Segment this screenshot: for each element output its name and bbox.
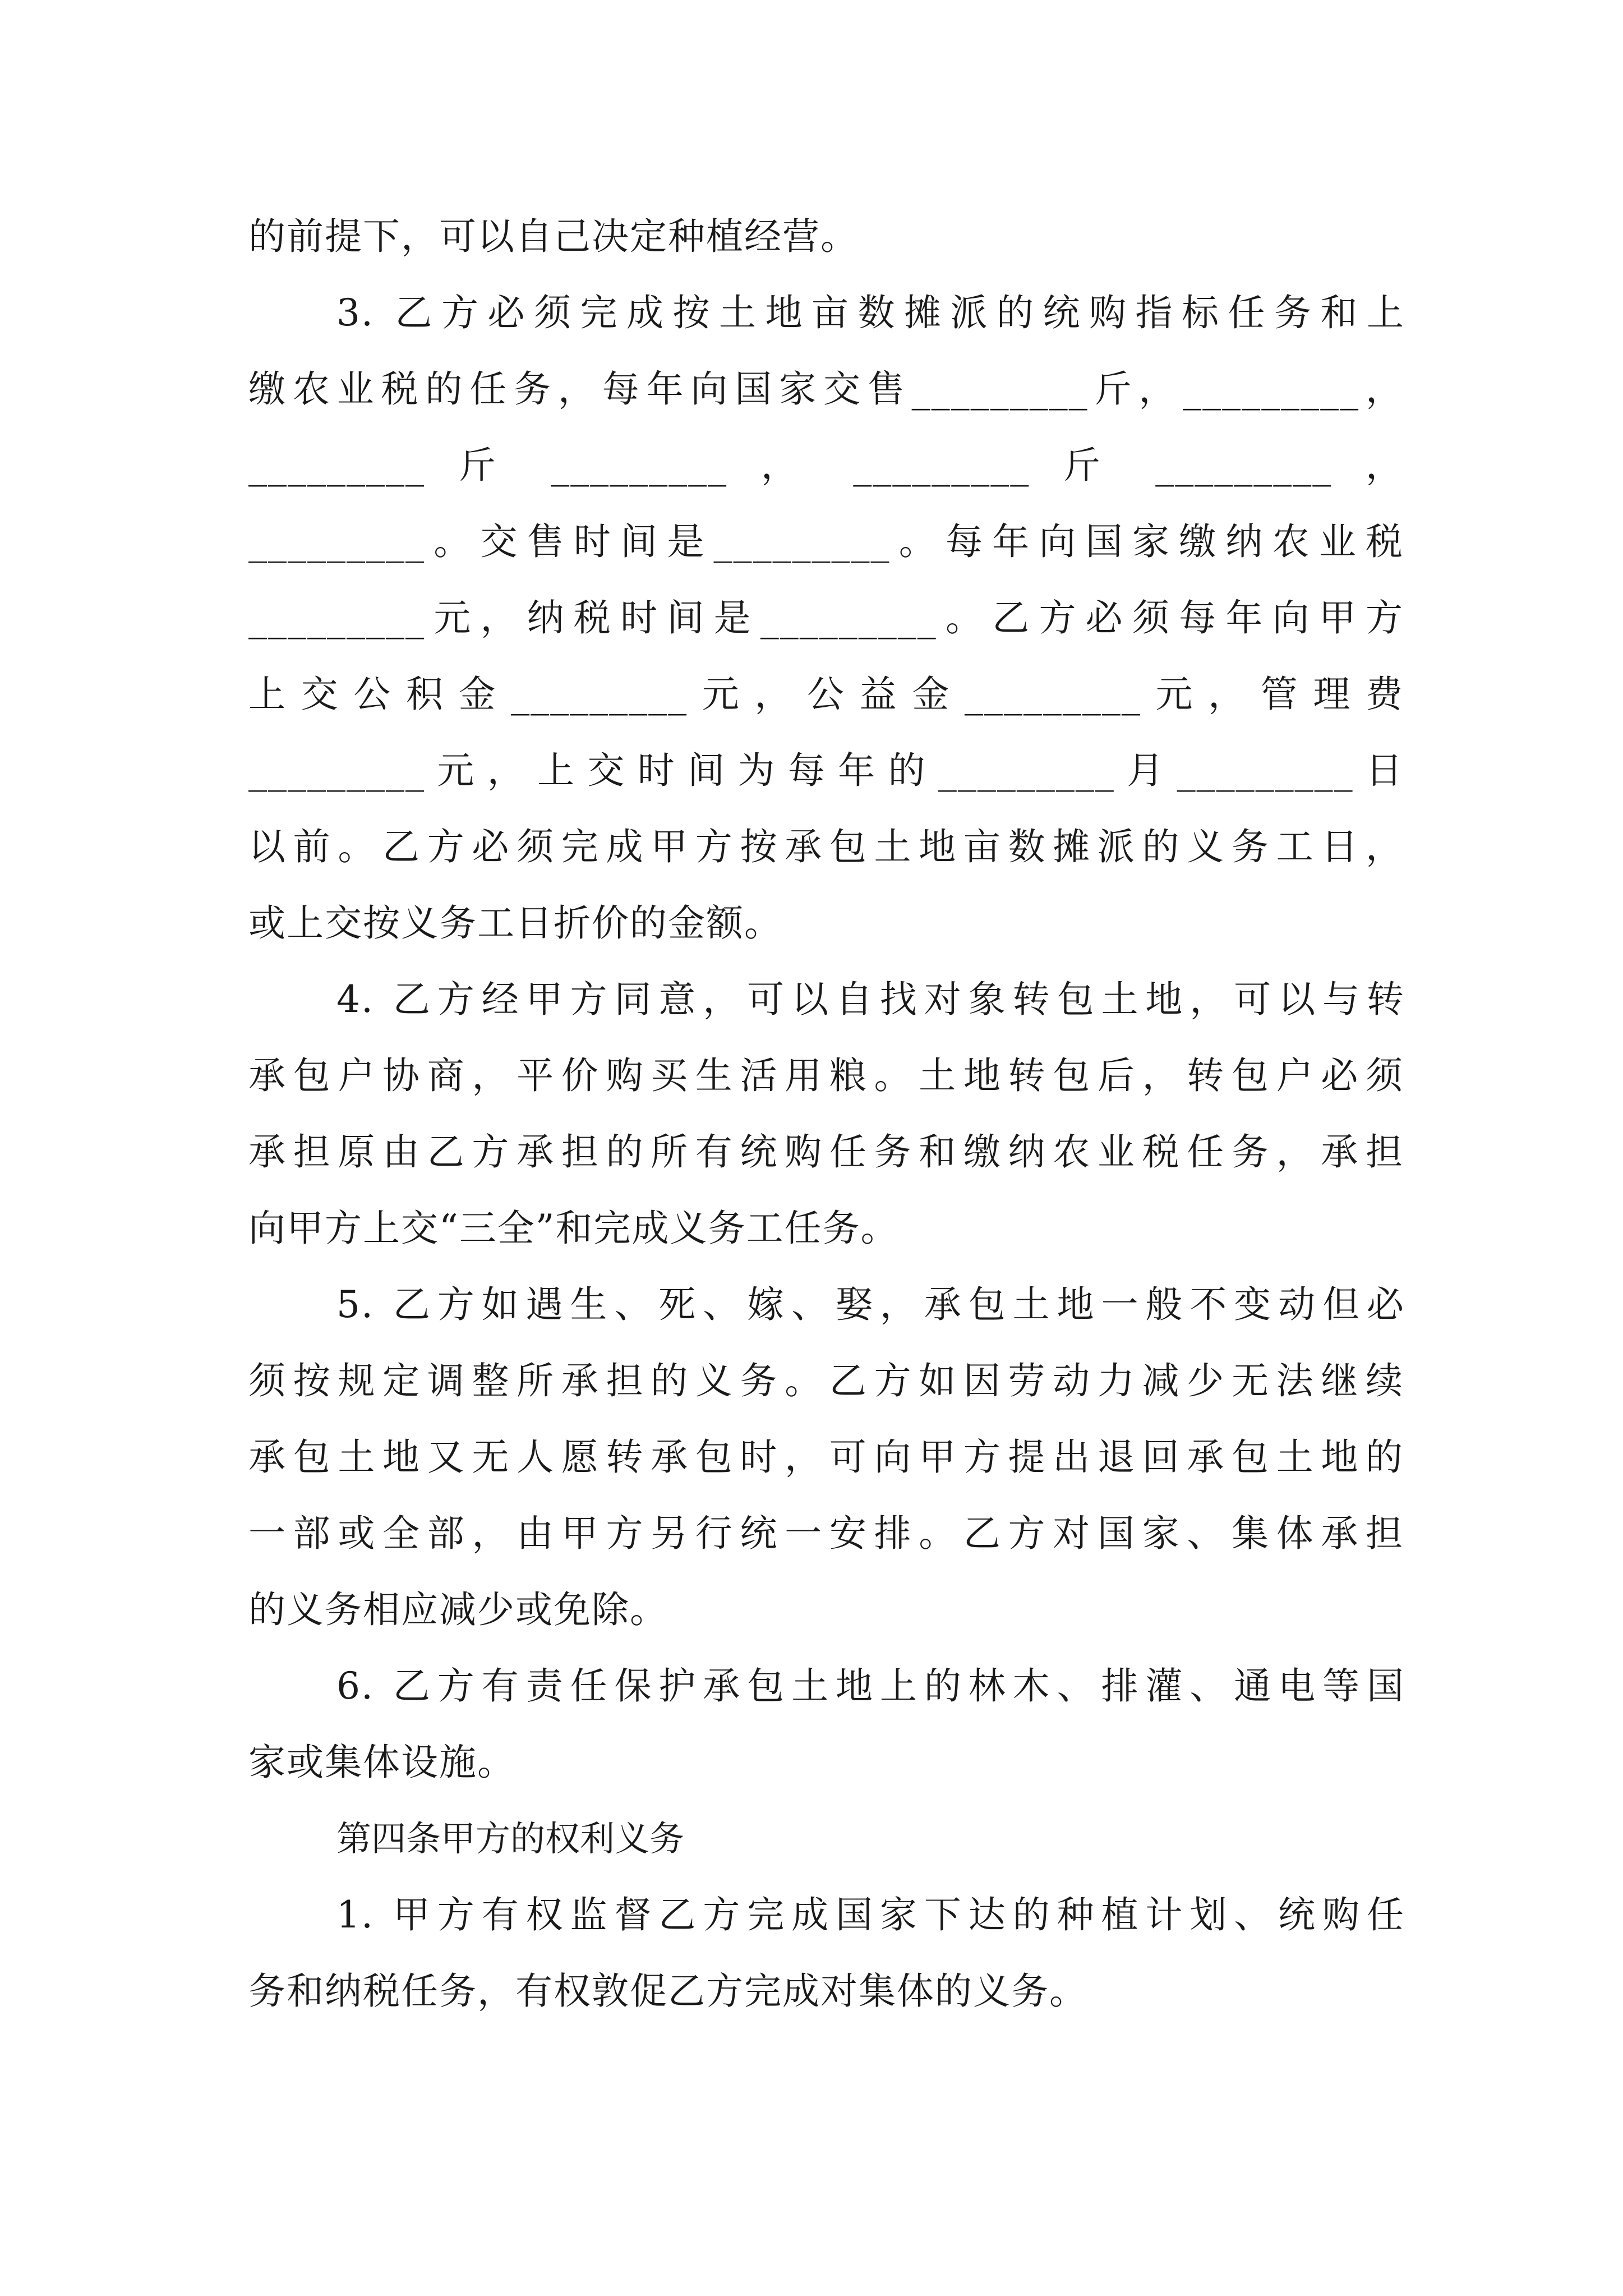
text-line: 一部或全部，由甲方另行统一安排。乙方对国家、集体承担 (248, 1512, 1404, 1555)
text-line: _________元，上交时间为每年的_________月_________日 (248, 749, 1404, 792)
text-line: 或上交按义务工日折价的金额。 (248, 901, 782, 945)
text-line: 家或集体设施。 (248, 1741, 515, 1784)
text-line: 承包户协商，平价购买生活用粮。土地转包后，转包户必须 (248, 1054, 1404, 1097)
text-line: 须按规定调整所承担的义务。乙方如因劳动力减少无法继续 (248, 1359, 1404, 1402)
text-line: _________ 斤 _________ ， _________ 斤 _________ ， (248, 444, 1404, 487)
text-line: 的义务相应减少或免除。 (248, 1588, 668, 1631)
text-line: 3. 乙方必须完成按土地亩数摊派的统购指标任务和上 (336, 291, 1405, 334)
text-line: _________元，纳税时间是_________。乙方必须每年向甲方 (248, 596, 1404, 639)
text-line: _________。交售时间是_________。每年向国家缴纳农业税 (248, 520, 1404, 563)
text-line: 4. 乙方经甲方同意，可以自找对象转包土地，可以与转 (336, 978, 1405, 1021)
section-heading: 第四条甲方的权利义务 (336, 1818, 685, 1859)
text-line: 务和纳税任务，有权敦促乙方完成对集体的义务。 (248, 1970, 1087, 2013)
text-line: 承担原由乙方承担的所有统购任务和缴纳农业税任务，承担 (248, 1130, 1404, 1174)
text-line: 的前提下，可以自己决定种植经营。 (248, 215, 859, 258)
text-line: 上交公积金_________元，公益金_________元，管理费 (248, 673, 1404, 716)
text-line: 以前。乙方必须完成甲方按承包土地亩数摊派的义务工日， (248, 825, 1404, 868)
text-line: 向甲方上交“三全”和完成义务工任务。 (248, 1207, 899, 1250)
text-line: 5. 乙方如遇生、死、嫁、娶，承包土地一般不变动但必 (336, 1283, 1405, 1326)
text-line: 承包土地又无人愿转承包时，可向甲方提出退回承包土地的 (248, 1435, 1404, 1479)
text-line: 1. 甲方有权监督乙方完成国家下达的种植计划、统购任 (336, 1893, 1405, 1936)
text-line: 缴农业税的任务，每年向国家交售_________斤，_________， (248, 367, 1404, 411)
text-line: 6. 乙方有责任保护承包土地上的林木、排灌、通电等国 (336, 1664, 1405, 1708)
